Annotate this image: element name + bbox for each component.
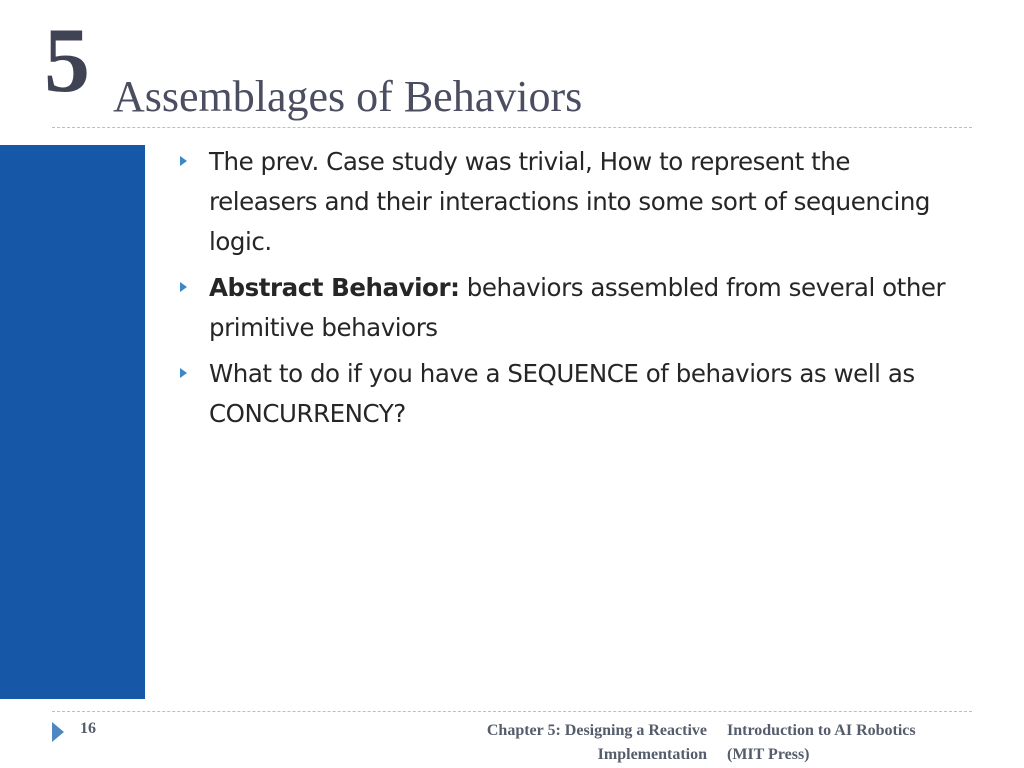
page-number: 16 bbox=[80, 720, 96, 737]
bullet-line: primitive behaviors bbox=[209, 313, 438, 342]
bullet-text bbox=[209, 268, 945, 348]
bullet-line: releasers and their interactions into some sort of sequencing bbox=[209, 187, 931, 216]
bullet-text bbox=[209, 354, 915, 434]
bullet-arrow-icon bbox=[180, 156, 187, 166]
bullet-line-rest: behaviors assembled from several other bbox=[459, 273, 946, 302]
chapter-number: 5 bbox=[44, 9, 90, 111]
bullet-arrow-icon bbox=[180, 282, 187, 292]
footer-divider bbox=[52, 711, 972, 712]
footer-chapter-line: Implementation bbox=[597, 746, 707, 763]
bullet-item-2 bbox=[180, 268, 1024, 353]
slide-title: Assemblages of Behaviors bbox=[113, 72, 583, 121]
footer-arrow-icon bbox=[52, 722, 64, 742]
bullet-line: The prev. Case study was trivial, How to represent the bbox=[209, 147, 851, 176]
bullet-arrow-icon bbox=[180, 368, 187, 378]
bullet-item-3 bbox=[180, 354, 1024, 439]
bullet-text bbox=[209, 142, 930, 262]
bullet-line: What to do if you have a SEQUENCE of behaviors as well as bbox=[209, 359, 915, 388]
footer-chapter-line: Chapter 5: Designing a Reactive bbox=[486, 722, 707, 739]
footer-book-line: (MIT Press) bbox=[727, 746, 810, 763]
footer-chapter-title bbox=[420, 719, 707, 767]
bullet-line: CONCURRENCY? bbox=[209, 399, 406, 428]
bullet-item-1 bbox=[180, 142, 1024, 267]
bold-term: Abstract Behavior: bbox=[209, 273, 460, 302]
bullet-line bbox=[209, 268, 945, 308]
bullet-line: logic. bbox=[209, 227, 272, 256]
footer-book-line: Introduction to AI Robotics bbox=[727, 722, 916, 739]
footer-book-title bbox=[727, 719, 987, 767]
